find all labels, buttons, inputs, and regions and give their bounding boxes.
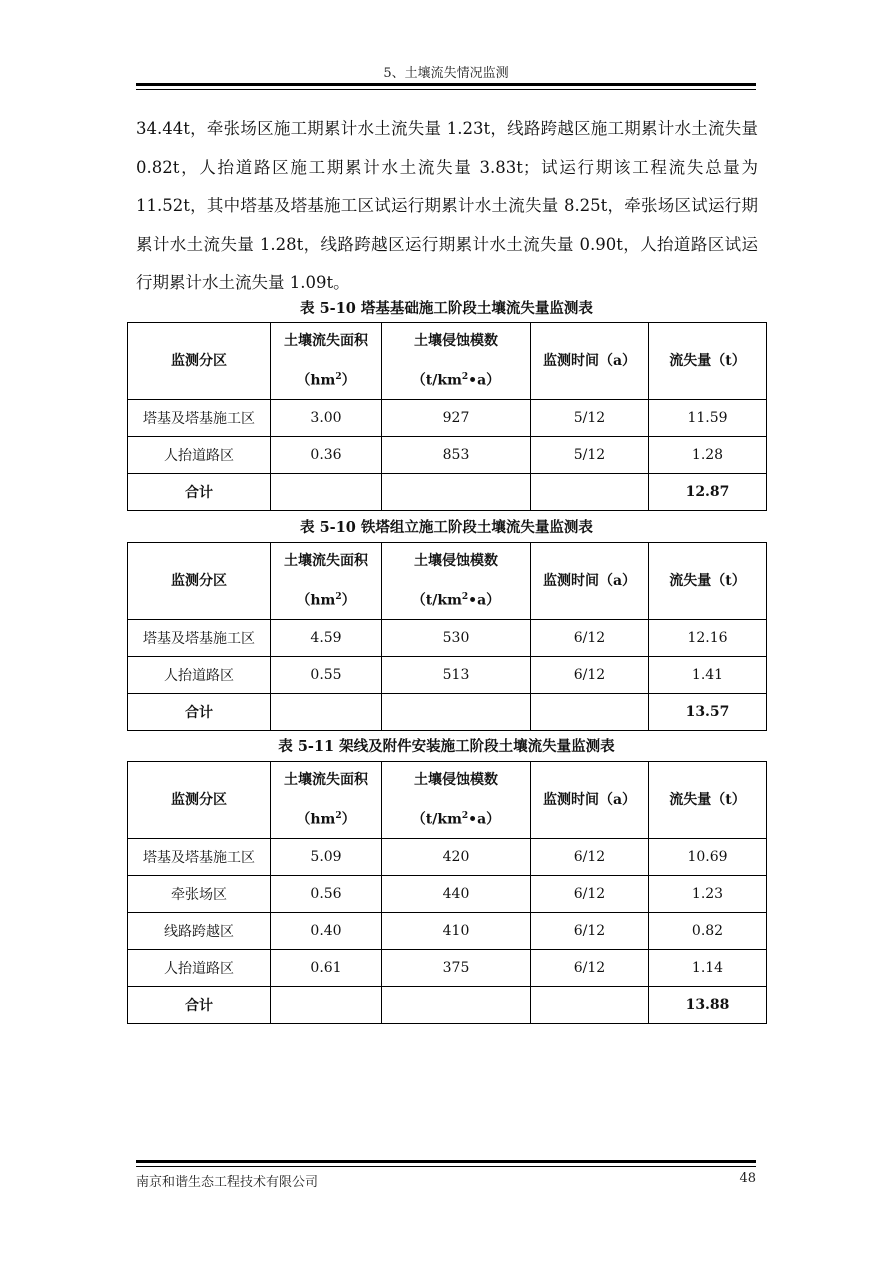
header-modulus — [382, 762, 531, 839]
header-area-unit-sup: 2 — [335, 811, 342, 821]
empty-cell — [271, 986, 382, 1023]
cell-zone: 人抬道路区 — [128, 656, 271, 693]
cell-time: 6/12 — [531, 949, 649, 986]
total-label: 合计 — [128, 986, 271, 1023]
cell-area: 3.00 — [271, 399, 382, 436]
empty-cell — [382, 473, 531, 510]
header-modulus-unit-sup: 2 — [461, 811, 469, 821]
cell-loss: 1.23 — [649, 875, 767, 912]
cell-time: 6/12 — [531, 656, 649, 693]
cell-zone: 人抬道路区 — [128, 949, 271, 986]
footer-rule — [136, 1160, 756, 1167]
table-row — [128, 838, 767, 875]
header-area-unit-sup: 2 — [335, 372, 342, 382]
soil-loss-table-foundation — [127, 322, 767, 511]
header-loss: 流失量（t） — [649, 323, 767, 400]
header-modulus — [382, 543, 531, 620]
empty-cell — [271, 473, 382, 510]
page-number: 48 — [739, 1171, 756, 1186]
header-modulus-top: 土壤侵蚀模数 — [414, 333, 498, 349]
table-total-row — [128, 473, 767, 510]
table-row — [128, 875, 767, 912]
cell-loss: 1.14 — [649, 949, 767, 986]
page-header-title: 5、土壤流失情况监测 — [383, 66, 509, 81]
cell-modulus: 530 — [382, 619, 531, 656]
empty-cell — [382, 693, 531, 730]
cell-modulus: 420 — [382, 838, 531, 875]
header-rule — [136, 83, 756, 90]
header-modulus-unit-post: •a） — [468, 592, 501, 609]
header-zone: 监测分区 — [128, 762, 271, 839]
table-caption: 表 5-10 塔基基础施工阶段土壤流失量监测表 — [300, 300, 593, 317]
cell-time: 6/12 — [531, 619, 649, 656]
header-loss: 流失量（t） — [649, 762, 767, 839]
cell-loss: 1.28 — [649, 436, 767, 473]
cell-loss: 10.69 — [649, 838, 767, 875]
cell-area: 0.40 — [271, 912, 382, 949]
soil-loss-table-stringing — [127, 761, 767, 1024]
cell-modulus: 440 — [382, 875, 531, 912]
cell-area: 0.36 — [271, 436, 382, 473]
table-row — [128, 912, 767, 949]
total-value: 13.57 — [649, 693, 767, 730]
cell-modulus: 375 — [382, 949, 531, 986]
cell-area: 0.55 — [271, 656, 382, 693]
header-time: 监测时间（a） — [531, 543, 649, 620]
table-header-row — [128, 543, 767, 620]
header-area-unit-post: ） — [341, 372, 356, 389]
cell-time: 5/12 — [531, 399, 649, 436]
empty-cell — [531, 693, 649, 730]
header-area — [271, 762, 382, 839]
cell-zone: 塔基及塔基施工区 — [128, 619, 271, 656]
cell-loss: 12.16 — [649, 619, 767, 656]
cell-time: 5/12 — [531, 436, 649, 473]
cell-modulus: 927 — [382, 399, 531, 436]
header-loss: 流失量（t） — [649, 543, 767, 620]
table-caption: 表 5-10 铁塔组立施工阶段土壤流失量监测表 — [300, 519, 593, 536]
header-time: 监测时间（a） — [531, 323, 649, 400]
empty-cell — [271, 693, 382, 730]
cell-area: 5.09 — [271, 838, 382, 875]
table-total-row — [128, 986, 767, 1023]
header-modulus-top: 土壤侵蚀模数 — [414, 553, 498, 569]
header-area-unit-sup: 2 — [335, 592, 342, 602]
header-modulus-top: 土壤侵蚀模数 — [414, 772, 498, 788]
table-row — [128, 619, 767, 656]
cell-zone: 塔基及塔基施工区 — [128, 399, 271, 436]
soil-loss-table-tower — [127, 542, 767, 731]
header-area-top: 土壤流失面积 — [284, 553, 368, 569]
table-header-row — [128, 323, 767, 400]
cell-area: 0.61 — [271, 949, 382, 986]
header-modulus — [382, 323, 531, 400]
cell-area: 4.59 — [271, 619, 382, 656]
empty-cell — [531, 986, 649, 1023]
header-area — [271, 323, 382, 400]
header-area-unit-pre: （hm — [296, 592, 336, 609]
total-value: 12.87 — [649, 473, 767, 510]
table-caption: 表 5-11 架线及附件安装施工阶段土壤流失量监测表 — [278, 738, 615, 755]
cell-zone: 塔基及塔基施工区 — [128, 838, 271, 875]
table-row — [128, 656, 767, 693]
table-row — [128, 399, 767, 436]
footer-company: 南京和谐生态工程技术有限公司 — [136, 1175, 319, 1190]
cell-zone: 人抬道路区 — [128, 436, 271, 473]
header-area-top: 土壤流失面积 — [284, 772, 368, 788]
cell-loss: 11.59 — [649, 399, 767, 436]
table-row — [128, 436, 767, 473]
cell-loss: 1.41 — [649, 656, 767, 693]
cell-modulus: 410 — [382, 912, 531, 949]
empty-cell — [382, 986, 531, 1023]
header-modulus-unit-pre: （t/km — [411, 372, 462, 389]
header-area-unit-post: ） — [341, 811, 356, 828]
table-row — [128, 949, 767, 986]
cell-modulus: 853 — [382, 436, 531, 473]
cell-time: 6/12 — [531, 912, 649, 949]
header-modulus-unit-pre: （t/km — [411, 592, 462, 609]
table-total-row — [128, 693, 767, 730]
total-label: 合计 — [128, 693, 271, 730]
cell-time: 6/12 — [531, 838, 649, 875]
header-zone: 监测分区 — [128, 543, 271, 620]
header-area-unit-pre: （hm — [296, 372, 336, 389]
header-modulus-unit-pre: （t/km — [411, 811, 462, 828]
body-paragraph: 34.44t，牵张场区施工期累计水土流失量 1.23t，线路跨越区施工期累计水土流失量 0.82t，人抬道路区施工期累计水土流失量 3.83t；试运行期该工程流失总量为 11.52t，其中塔基及塔基施工区试运行期累计水土流失量 8.25t，牵张场区试运行期累计水土流失量 1.28t，线路跨越区运行期累计水土流失量 0.90t，人抬道路区试运行期累计水土流失量 1.09t。 — [136, 119, 758, 292]
header-modulus-unit-post: •a） — [468, 372, 501, 389]
empty-cell — [531, 473, 649, 510]
header-area-unit-post: ） — [341, 592, 356, 609]
header-modulus-unit-sup: 2 — [461, 592, 469, 602]
header-modulus-unit-sup: 2 — [461, 372, 469, 382]
header-modulus-unit-post: •a） — [468, 811, 501, 828]
total-value: 13.88 — [649, 986, 767, 1023]
header-area-top: 土壤流失面积 — [284, 333, 368, 349]
cell-loss: 0.82 — [649, 912, 767, 949]
cell-zone: 线路跨越区 — [128, 912, 271, 949]
cell-time: 6/12 — [531, 875, 649, 912]
header-area — [271, 543, 382, 620]
header-area-unit-pre: （hm — [296, 811, 336, 828]
header-time: 监测时间（a） — [531, 762, 649, 839]
header-zone: 监测分区 — [128, 323, 271, 400]
total-label: 合计 — [128, 473, 271, 510]
cell-area: 0.56 — [271, 875, 382, 912]
table-header-row — [128, 762, 767, 839]
cell-modulus: 513 — [382, 656, 531, 693]
cell-zone: 牵张场区 — [128, 875, 271, 912]
